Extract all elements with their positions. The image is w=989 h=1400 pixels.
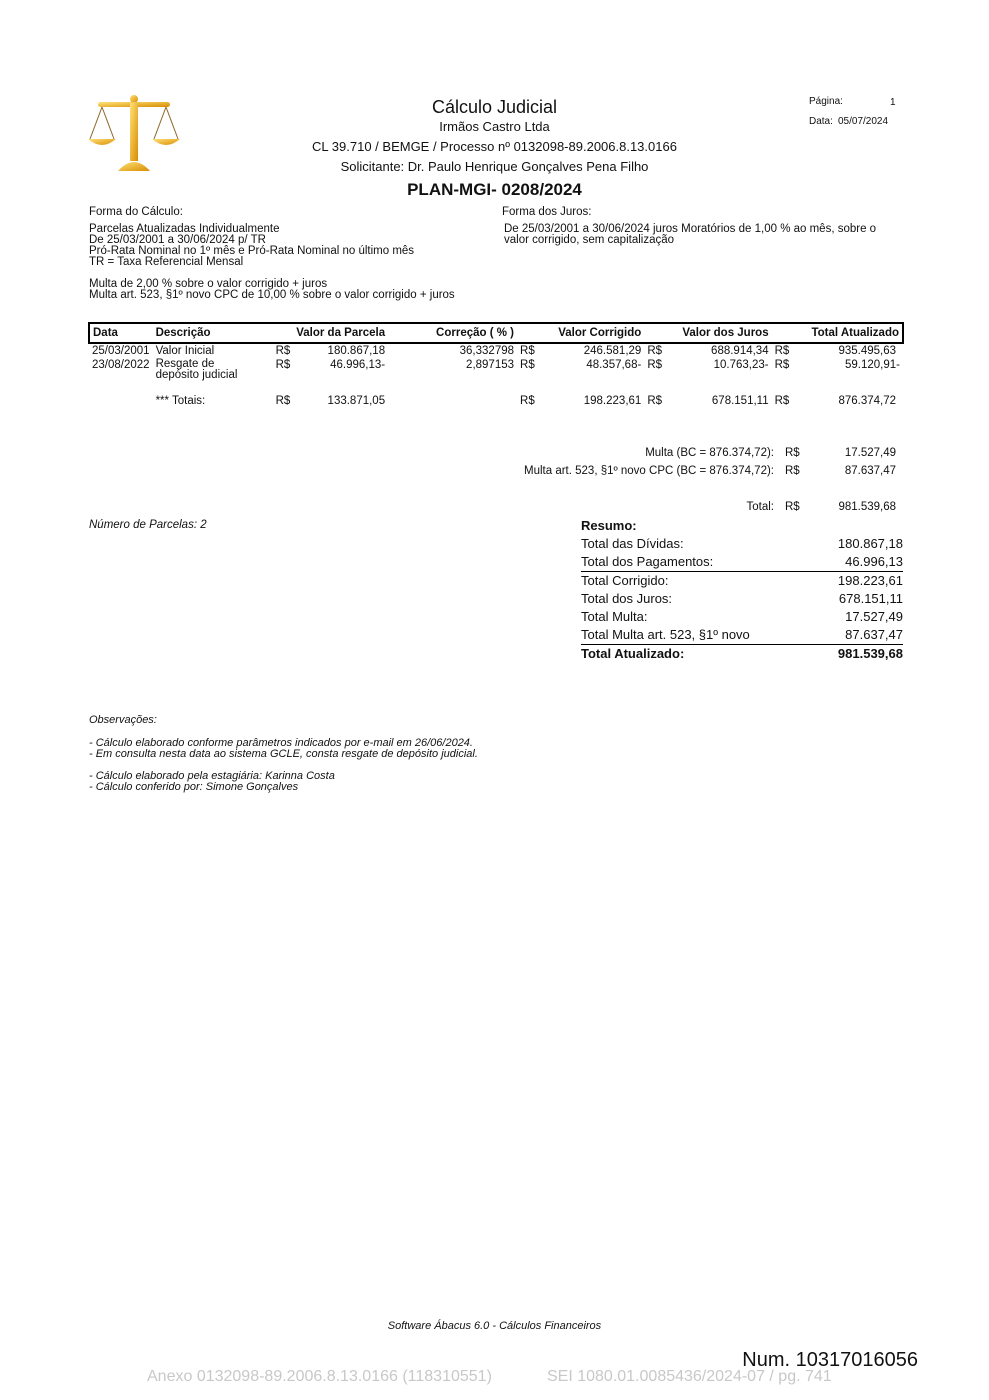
forma-calculo-label: Forma do Cálculo: [89, 206, 183, 218]
observation-line: - Cálculo elaborado conforme parâmetros indicados por e-mail em 26/06/2024. [89, 737, 473, 749]
plan-code: PLAN-MGI- 0208/2024 [407, 180, 582, 199]
forma-juros-label: Forma dos Juros: [502, 206, 592, 218]
table-row [89, 343, 903, 358]
header-data: Data [89, 323, 153, 343]
cell-valor-corrigido: 48.357,68- [586, 359, 642, 371]
table-header-row [89, 323, 903, 343]
observations-label: Observações: [89, 714, 157, 726]
totals-valor-juros: 678.151,11 [711, 395, 769, 407]
summary-box [581, 517, 903, 663]
cell-currency: R$ [275, 345, 291, 357]
multa523-currency: R$ [785, 465, 800, 477]
header-descricao: Descrição [153, 323, 273, 343]
cell-descricao: Valor Inicial [155, 345, 215, 357]
totals-total: 876.374,72 [838, 395, 896, 407]
header-correcao: Correção ( % ) [388, 323, 517, 343]
cell-data: 25/03/2001 [92, 345, 150, 357]
document-title: Cálculo Judicial [431, 97, 558, 117]
cell-valor-corrigido: 246.581,29 [583, 345, 642, 357]
page-label: Página: [809, 96, 843, 107]
header-valor-parcela: Valor da Parcela [273, 323, 388, 343]
sei-watermark: SEI 1080.01.0085436/2024-07 / pg. 741 [547, 1368, 832, 1385]
calculation-table [88, 322, 904, 416]
totals-label: *** Totais: [155, 395, 206, 407]
multa-label: Multa (BC = 876.374,72): [645, 447, 774, 459]
date-value: 05/07/2024 [838, 116, 889, 127]
multa-value: 17.527,49 [844, 447, 896, 459]
cell-currency: R$ [275, 395, 291, 407]
cell-valor-parcela: 46.996,13- [330, 359, 386, 371]
summary-row: Total Multa: 17.527,49 [581, 609, 903, 624]
forma-calculo-text: Parcelas Atualizadas Individualmente De 25/03/2001 a 30/06/2024 p/ TR Pró-Rata Nominal no 1º mês e Pró-Rata Nominal no último mês TR = Taxa Referencial Mensal [89, 223, 415, 268]
summary-row: Total Corrigido: 198.223,61 [581, 573, 903, 588]
grand-total-currency: R$ [785, 501, 800, 513]
cell-data: 23/08/2022 [92, 359, 150, 371]
cell-currency: R$ [647, 345, 663, 357]
observation-line: - Em consulta nesta data ao sistema GCLE, consta resgate de depósito judicial. [89, 748, 478, 760]
summary-total-row: Total Atualizado: 981.539,68 [581, 646, 903, 661]
observation-line: - Cálculo conferido por: Simone Gonçalves [89, 781, 299, 793]
document-number: Num. 10317016056 [742, 1349, 918, 1371]
summary-row: Total dos Pagamentos: 46.996,13 [581, 553, 903, 572]
cell-currency: R$ [520, 359, 535, 371]
cell-currency: R$ [647, 395, 663, 407]
company-name: Irmãos Castro Ltda [439, 119, 550, 134]
page-number: 1 [890, 97, 896, 108]
cell-currency: R$ [774, 359, 790, 371]
cell-total: 59.120,91- [845, 359, 900, 371]
multa523-label: Multa art. 523, §1º novo CPC (BC = 876.374,72): [524, 465, 774, 477]
multa-description: Multa de 2,00 % sobre o valor corrigido + juros Multa art. 523, §1º novo CPC de 10,00 % sobre o valor corrigido + juros [89, 278, 455, 301]
summary-row: Total dos Juros: 678.151,11 [581, 591, 903, 606]
cell-correcao: 2,897153 [466, 359, 515, 371]
cell-currency: R$ [647, 359, 663, 371]
cell-valor-juros: 10.763,23- [713, 359, 769, 371]
forma-juros-text: De 25/03/2001 a 30/06/2024 juros Moratórios de 1,00 % ao mês, sobre o valor corrigido, sem capitalização [504, 223, 877, 246]
cell-currency: R$ [774, 395, 790, 407]
cell-currency: R$ [520, 395, 535, 407]
process-number: CL 39.710 / BEMGE / Processo nº 0132098-89.2006.8.13.0166 [312, 139, 677, 154]
cell-currency: R$ [520, 345, 535, 357]
totals-valor-corrigido: 198.223,61 [583, 395, 642, 407]
totals-row [89, 394, 903, 416]
software-footer: Software Ábacus 6.0 - Cálculos Financeiros [387, 1320, 602, 1332]
requester: Solicitante: Dr. Paulo Henrique Gonçalves Pena Filho [340, 159, 649, 174]
date-label: Data: [809, 116, 833, 127]
observation-line: - Cálculo elaborado pela estagiária: Karinna Costa [89, 770, 335, 782]
grand-total-label: Total: [746, 501, 774, 513]
anexo-watermark: Anexo 0132098-89.2006.8.13.0166 (118310551) [147, 1368, 492, 1385]
totals-valor-parcela: 133.871,05 [327, 395, 386, 407]
cell-valor-juros: 688.914,34 [711, 345, 769, 357]
summary-row: Total Multa art. 523, §1º novo 87.637,47 [581, 626, 903, 645]
multa-currency: R$ [785, 447, 800, 459]
grand-total-value: 981.539,68 [838, 501, 896, 513]
cell-currency: R$ [275, 359, 291, 371]
header-valor-juros: Valor dos Juros [644, 323, 771, 343]
cell-correcao: 36,332798 [459, 345, 515, 357]
header-total-atualizado: Total Atualizado [772, 323, 903, 343]
cell-valor-parcela: 180.867,18 [327, 345, 386, 357]
header-valor-corrigido: Valor Corrigido [517, 323, 644, 343]
cell-currency: R$ [774, 345, 790, 357]
summary-title: Resumo: [581, 518, 637, 533]
cell-descricao: Resgate de depósito judicial [155, 358, 238, 381]
num-parcelas: Número de Parcelas: 2 [89, 519, 207, 531]
table-row [89, 358, 903, 394]
cell-total: 935.495,63 [838, 345, 896, 357]
multa523-value: 87.637,47 [844, 465, 896, 477]
summary-row: Total das Dívidas: 180.867,18 [581, 536, 903, 551]
